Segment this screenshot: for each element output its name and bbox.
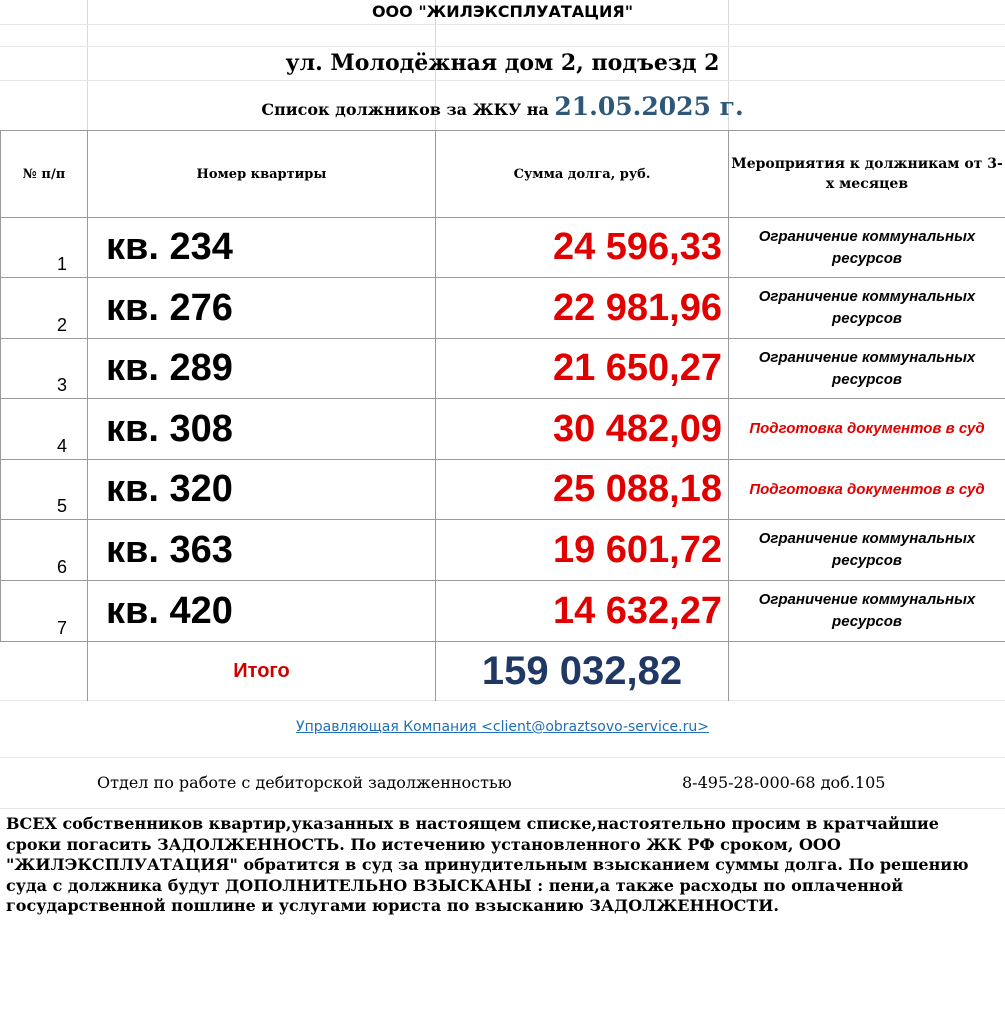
notice-text: ВСЕХ собственников квартир,указанных в настоящем списке,настоятельно просим в кратчайшие сроки погасить ЗАДОЛЖЕННОСТЬ. По истечению установленного ЖК РФ сроком, ООО "ЖИЛЭКСПЛУАТАЦИЯ" обратится в суд за принудительным взысканием суммы долга. По решению суда с должника будут ДОПОЛНИТЕЛЬНО ВЗЫСКАНЫ : пени,а также расходы по оплаченной государственной пошлине и услугами юриста по взысканию ЗАДОЛЖЕННОСТИ. — [6, 814, 969, 915]
table-row — [1, 218, 1005, 278]
table-row — [1, 278, 1005, 339]
row-action: Ограничение коммунальных ресурсов — [729, 278, 1005, 339]
row-debt: 19 601,72 — [436, 520, 729, 581]
grid-line — [0, 24, 1005, 25]
debtors-table — [0, 130, 1005, 701]
row-debt: 22 981,96 — [436, 278, 729, 339]
row-debt: 21 650,27 — [436, 339, 729, 399]
row-debt: 30 482,09 — [436, 399, 729, 460]
contact-link[interactable]: Управляющая Компания <client@obraztsovo-service.ru> — [296, 719, 709, 735]
total-value: 159 032,82 — [436, 642, 729, 701]
list-date: 21.05.2025 г. — [554, 92, 744, 121]
row-number: 7 — [1, 581, 88, 642]
row-action: Ограничение коммунальных ресурсов — [729, 339, 1005, 399]
table-row — [1, 520, 1005, 581]
grid-line — [0, 757, 1005, 758]
col-header-measures: Мероприятия к должникам от 3-х месяцев — [729, 131, 1005, 218]
col-header-debt: Сумма долга, руб. — [436, 131, 729, 218]
row-apartment: кв. 308 — [88, 399, 436, 460]
address-title: ул. Молодёжная дом 2, подъезд 2 — [285, 50, 720, 76]
table-row — [1, 460, 1005, 520]
row-action: Ограничение коммунальных ресурсов — [729, 520, 1005, 581]
col-header-apartment: Номер квартиры — [88, 131, 436, 218]
grid-line — [0, 46, 1005, 47]
row-action: Ограничение коммунальных ресурсов — [729, 581, 1005, 642]
total-row — [1, 642, 1005, 701]
row-action: Подготовка документов в суд — [729, 399, 1005, 460]
organization-name: ООО "ЖИЛЭКСПЛУАТАЦИЯ" — [371, 2, 634, 21]
grid-line — [0, 80, 1005, 81]
list-title — [0, 92, 1005, 121]
row-number: 4 — [1, 399, 88, 460]
col-header-number: № п/п — [1, 131, 88, 218]
row-number: 5 — [1, 460, 88, 520]
row-apartment: кв. 289 — [88, 339, 436, 399]
total-empty-cell — [1, 642, 88, 701]
row-action: Ограничение коммунальных ресурсов — [729, 218, 1005, 278]
total-label: Итого — [88, 642, 436, 701]
row-debt: 25 088,18 — [436, 460, 729, 520]
table-row — [1, 399, 1005, 460]
row-number: 3 — [1, 339, 88, 399]
row-number: 6 — [1, 520, 88, 581]
row-apartment: кв. 320 — [88, 460, 436, 520]
row-apartment: кв. 276 — [88, 278, 436, 339]
list-title-prefix: Список должников за ЖКУ на — [261, 100, 549, 119]
phone-number: 8-495-28-000-68 доб.105 — [682, 773, 886, 792]
row-number: 2 — [1, 278, 88, 339]
row-debt: 24 596,33 — [436, 218, 729, 278]
row-apartment: кв. 420 — [88, 581, 436, 642]
row-apartment: кв. 363 — [88, 520, 436, 581]
total-empty-cell — [729, 642, 1005, 701]
row-debt: 14 632,27 — [436, 581, 729, 642]
row-action: Подготовка документов в суд — [729, 460, 1005, 520]
row-apartment: кв. 234 — [88, 218, 436, 278]
department-label: Отдел по работе с дебиторской задолженностью — [97, 773, 512, 792]
grid-line — [0, 808, 1005, 809]
table-header-row — [1, 131, 1005, 218]
table-row — [1, 581, 1005, 642]
row-number: 1 — [1, 218, 88, 278]
table-row — [1, 339, 1005, 399]
